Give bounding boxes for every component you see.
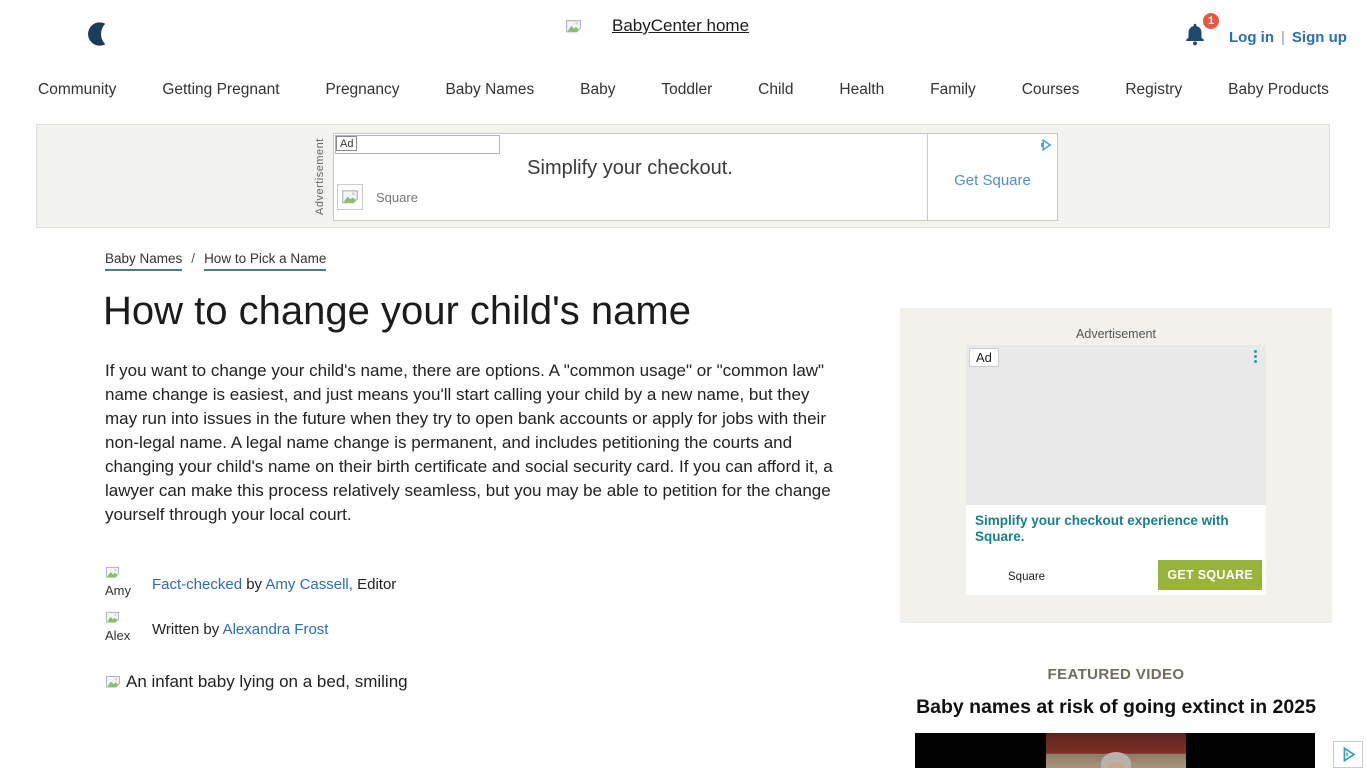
- byline-by: by: [246, 575, 263, 593]
- get-square-link[interactable]: Get Square: [954, 172, 1031, 189]
- sidebar-ad-image-area: [966, 345, 1266, 505]
- nav-item-baby[interactable]: Baby: [580, 81, 616, 98]
- written-by-label: Written by: [152, 620, 220, 638]
- banner-ad-inner-rect: [335, 135, 500, 154]
- breadcrumb-baby-names[interactable]: Baby Names: [105, 251, 182, 271]
- hero-image-alt-text: An infant baby lying on a bed, smiling: [126, 672, 408, 691]
- auth-divider: |: [1281, 29, 1285, 46]
- featured-video-heading: FEATURED VIDEO: [1047, 666, 1185, 683]
- get-square-button[interactable]: GET SQUARE: [1158, 560, 1262, 590]
- nav-item-pregnancy[interactable]: Pregnancy: [325, 81, 400, 98]
- avatar-alt-text: Amy: [105, 583, 131, 598]
- nav-item-child[interactable]: Child: [758, 81, 794, 98]
- avatar-amy: [105, 565, 139, 603]
- written-by-byline: [105, 610, 328, 648]
- sidebar-ad-headline: Simplify your checkout experience with Square.: [975, 513, 1229, 544]
- sidebar-ad-badge: Ad: [969, 348, 999, 367]
- home-link-label: BabyCenter home: [612, 16, 750, 35]
- fact-check-author-link[interactable]: Amy Cassell,: [265, 575, 353, 593]
- breadcrumb-how-to-pick-a-name[interactable]: How to Pick a Name: [204, 251, 326, 271]
- nav-item-baby-names[interactable]: Baby Names: [445, 81, 535, 98]
- banner-cta-panel: [927, 134, 1057, 220]
- sign-up-link[interactable]: Sign up: [1291, 29, 1347, 46]
- sidebar-ad-text-area: [966, 505, 1266, 595]
- babycenter-home-link[interactable]: [565, 16, 749, 36]
- auth-links: [1229, 29, 1347, 46]
- video-still-image: [1046, 733, 1186, 768]
- log-in-link[interactable]: Log in: [1229, 29, 1274, 46]
- hero-image-broken: [105, 672, 408, 692]
- banner-ad-strip: [36, 124, 1330, 228]
- fact-checked-text: [152, 576, 396, 593]
- notifications-button[interactable]: [1182, 15, 1216, 52]
- banner-ad-headline: Simplify your checkout.: [527, 157, 733, 179]
- main-navigation: [0, 78, 1366, 102]
- banner-ad-badge: Ad: [336, 136, 357, 151]
- avatar-alt-text: Alex: [105, 628, 131, 643]
- adchoices-icon[interactable]: [1040, 138, 1052, 156]
- nav-item-community[interactable]: Community: [38, 81, 117, 98]
- banner-brand-row: [337, 184, 418, 210]
- moon-icon: [86, 20, 114, 48]
- broken-image-icon: [337, 184, 363, 210]
- kebab-menu-icon[interactable]: [1249, 349, 1261, 364]
- advertisement-vertical-label: Advertisement: [314, 138, 326, 216]
- broken-image-icon: [105, 610, 120, 625]
- breadcrumb-separator: /: [191, 251, 196, 266]
- sidebar-ad-brand: Square: [1008, 571, 1046, 583]
- broken-image-icon: [105, 674, 121, 690]
- sidebar-advertisement-label: Advertisement: [1076, 327, 1156, 341]
- adchoices-icon: [1340, 746, 1357, 763]
- fact-check-role: Editor: [357, 575, 397, 593]
- video-person-face: [1106, 762, 1126, 768]
- nav-item-registry[interactable]: Registry: [1125, 81, 1183, 98]
- fact-checked-byline: [105, 565, 396, 603]
- sidebar-ad-unit[interactable]: [966, 345, 1266, 595]
- notification-count-badge: 1: [1202, 12, 1220, 30]
- avatar-alex: [105, 610, 139, 648]
- article-body: If you want to change your child's name, there are options. A "common usage" or "common law" name change is easiest, and just means you'll start calling your child by a new name, but they may run into issues in the future when they try to open bank accounts or apply for jobs with their non-legal name. A legal name change is permanent, and includes petitioning the courts and changing your child's name on their birth certificate and social security card. If you can afford it, a lawyer can make this process relatively seamless, but you may be able to petition for the change yourself through your local court.: [105, 361, 833, 524]
- written-by-text: [152, 621, 328, 638]
- banner-brand-label: Square: [376, 189, 418, 205]
- fact-checked-link[interactable]: Fact-checked: [152, 575, 243, 593]
- broken-image-icon: [105, 565, 120, 580]
- nav-item-getting-pregnant[interactable]: Getting Pregnant: [162, 81, 280, 98]
- adchoices-corner-button[interactable]: [1333, 741, 1363, 768]
- nav-item-family[interactable]: Family: [930, 81, 976, 98]
- broken-image-icon: [565, 18, 582, 35]
- banner-ad-frame[interactable]: [333, 133, 1058, 221]
- page-title: How to change your child's name: [103, 289, 691, 333]
- nav-item-baby-products[interactable]: Baby Products: [1228, 81, 1329, 98]
- nav-item-toddler[interactable]: Toddler: [661, 81, 713, 98]
- breadcrumb: [105, 251, 326, 271]
- written-author-link[interactable]: Alexandra Frost: [222, 620, 329, 638]
- nav-item-courses[interactable]: Courses: [1021, 81, 1080, 98]
- sidebar-ad-container: [900, 308, 1332, 623]
- nav-item-health[interactable]: Health: [839, 81, 885, 98]
- dark-mode-moon-icon[interactable]: [86, 20, 114, 48]
- featured-video-title: Baby names at risk of going extinct in 2025: [916, 696, 1316, 718]
- featured-video-thumbnail[interactable]: [915, 733, 1315, 768]
